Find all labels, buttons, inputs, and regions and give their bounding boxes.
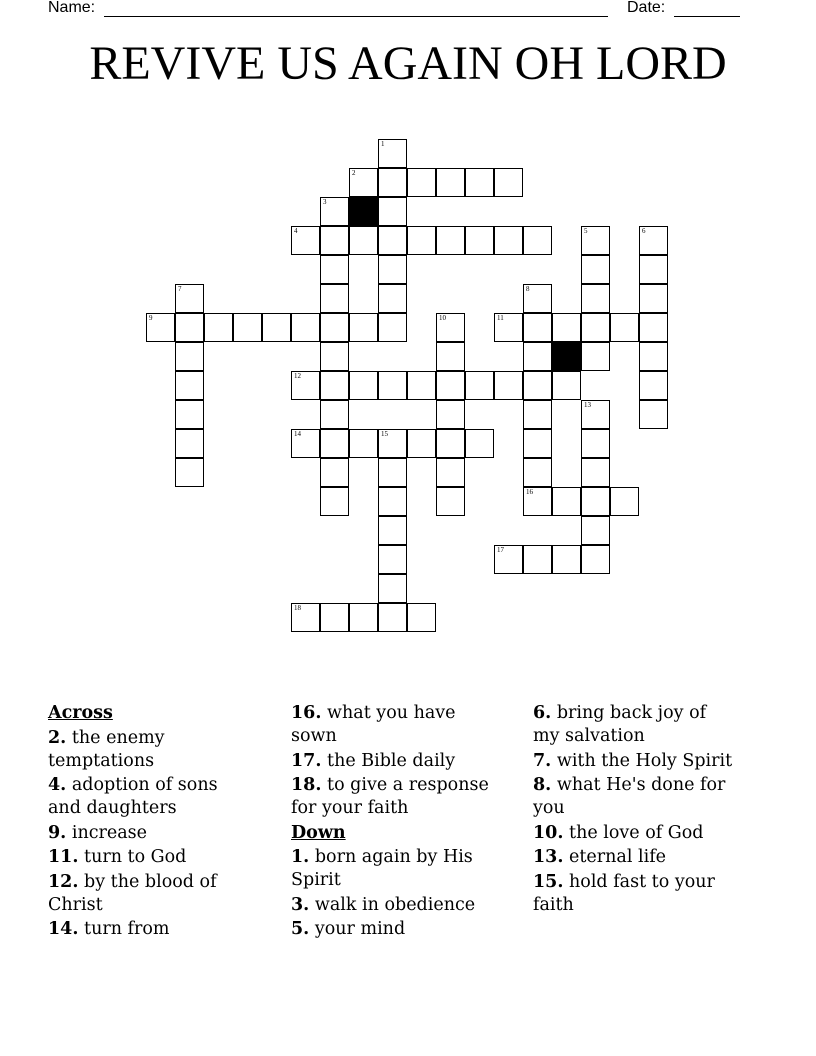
date-label: Date:	[627, 0, 666, 16]
crossword-cell[interactable]	[552, 371, 581, 400]
crossword-cell[interactable]	[204, 313, 233, 342]
crossword-cell[interactable]	[581, 516, 610, 545]
crossword-cell-3[interactable]	[320, 197, 349, 226]
crossword-cell[interactable]	[378, 197, 407, 226]
crossword-cell[interactable]	[494, 168, 523, 197]
crossword-cell[interactable]	[465, 371, 494, 400]
crossword-cell[interactable]	[581, 313, 610, 342]
crossword-cell[interactable]	[436, 400, 465, 429]
clue-number-label: 1	[381, 140, 385, 148]
crossword-cell[interactable]	[320, 458, 349, 487]
crossword-cell[interactable]	[349, 603, 378, 632]
crossword-cell[interactable]	[581, 255, 610, 284]
clue-down-8: 8. what He's done for you	[533, 775, 726, 818]
crossword-cell[interactable]	[320, 313, 349, 342]
crossword-cell[interactable]	[378, 574, 407, 603]
crossword-cell[interactable]	[581, 545, 610, 574]
crossword-cell[interactable]	[378, 545, 407, 574]
crossword-cell[interactable]	[175, 400, 204, 429]
page-title: REVIVE US AGAIN OH LORD	[89, 37, 727, 90]
clue-number-label: 14	[294, 430, 301, 438]
clue-number-label: 8	[526, 285, 530, 293]
crossword-cell[interactable]	[436, 342, 465, 371]
clues-column-1	[48, 702, 248, 943]
crossword-cell[interactable]	[320, 342, 349, 371]
crossword-cell[interactable]	[523, 545, 552, 574]
crossword-cell[interactable]	[407, 168, 436, 197]
clue-number-label: 17	[497, 546, 504, 554]
crossword-cell-13[interactable]	[581, 400, 610, 429]
crossword-cell[interactable]	[349, 313, 378, 342]
crossword-cell[interactable]	[610, 487, 639, 516]
crossword-cell-4[interactable]	[291, 226, 320, 255]
clue-down-5: 5. your mind	[291, 919, 406, 939]
crossword-cell[interactable]	[378, 226, 407, 255]
crossword-cell[interactable]	[581, 487, 610, 516]
crossword-cell[interactable]	[378, 255, 407, 284]
crossword-cell[interactable]	[378, 458, 407, 487]
crossword-cell[interactable]	[436, 458, 465, 487]
crossword-cell[interactable]	[378, 371, 407, 400]
crossword-cell[interactable]	[581, 458, 610, 487]
clue-down-1: 1. born again by His Spirit	[291, 847, 473, 890]
crossword-block	[552, 342, 581, 371]
crossword-cell[interactable]	[436, 371, 465, 400]
clue-across-9: 9. increase	[48, 822, 148, 843]
crossword-cell-1[interactable]	[378, 139, 407, 168]
clue-down-10: 10. the love of God	[533, 822, 704, 843]
crossword-cell[interactable]	[552, 487, 581, 516]
crossword-cell[interactable]	[523, 371, 552, 400]
crossword-cell[interactable]	[639, 342, 668, 371]
clue-across-14: 14. turn from	[48, 919, 170, 939]
clues-column-2	[291, 702, 491, 943]
crossword-cell[interactable]	[378, 313, 407, 342]
crossword-cell[interactable]	[581, 284, 610, 313]
crossword-cell[interactable]	[465, 168, 494, 197]
crossword-cell-2[interactable]	[349, 168, 378, 197]
crossword-cell-5[interactable]	[581, 226, 610, 255]
clue-across-12: 12. by the blood of Christ	[48, 871, 217, 915]
clue-across-16: 16. what you have sown	[291, 703, 456, 746]
crossword-cell-10[interactable]	[436, 313, 465, 342]
crossword-cell[interactable]	[581, 342, 610, 371]
clue-number-label: 7	[178, 285, 182, 293]
crossword-cell[interactable]	[175, 371, 204, 400]
crossword-cell[interactable]	[436, 487, 465, 516]
crossword-cell[interactable]	[523, 429, 552, 458]
clue-number-label: 4	[294, 227, 298, 235]
crossword-cell[interactable]	[175, 313, 204, 342]
crossword-cell[interactable]	[523, 226, 552, 255]
crossword-cell[interactable]	[523, 342, 552, 371]
clue-number-label: 13	[584, 401, 591, 409]
crossword-cell[interactable]	[639, 371, 668, 400]
clue-across-4: 4. adoption of sons and daughters	[48, 775, 218, 818]
crossword-cell[interactable]	[523, 458, 552, 487]
crossword-cell[interactable]	[552, 545, 581, 574]
crossword-cell[interactable]	[320, 400, 349, 429]
crossword-cell-8[interactable]	[523, 284, 552, 313]
crossword-cell[interactable]	[175, 458, 204, 487]
crossword-cell[interactable]	[407, 226, 436, 255]
crossword-cell[interactable]	[320, 487, 349, 516]
crossword-cell[interactable]	[320, 255, 349, 284]
crossword-cell[interactable]	[407, 371, 436, 400]
crossword-cell[interactable]	[320, 429, 349, 458]
crossword-cell[interactable]	[407, 603, 436, 632]
crossword-cell[interactable]	[552, 313, 581, 342]
clue-down-6: 6. bring back joy of my salvation	[533, 703, 707, 746]
clue-number-label: 12	[294, 372, 301, 380]
crossword-cell[interactable]	[233, 313, 262, 342]
crossword-cell[interactable]	[262, 313, 291, 342]
crossword-cell-18[interactable]	[291, 603, 320, 632]
name-label: Name:	[48, 0, 96, 16]
clue-number-label: 2	[352, 169, 356, 177]
clue-down-7: 7. with the Holy Spirit	[533, 750, 733, 771]
crossword-cell[interactable]	[320, 371, 349, 400]
crossword-cell[interactable]	[436, 226, 465, 255]
clue-number-label: 11	[497, 314, 504, 322]
crossword-cell[interactable]	[378, 487, 407, 516]
crossword-cell[interactable]	[436, 168, 465, 197]
crossword-cell[interactable]	[523, 313, 552, 342]
crossword-cell[interactable]	[639, 313, 668, 342]
clue-number-label: 6	[642, 227, 646, 235]
crossword-cell[interactable]	[291, 313, 320, 342]
crossword-cell-17[interactable]	[494, 545, 523, 574]
crossword-block	[349, 197, 378, 226]
crossword-cell[interactable]	[175, 429, 204, 458]
clue-number-label: 15	[381, 430, 388, 438]
crossword-cell-6[interactable]	[639, 226, 668, 255]
crossword-cell[interactable]	[610, 313, 639, 342]
clue-down-15: 15. hold fast to your faith	[533, 871, 715, 915]
clue-number-label: 18	[294, 604, 301, 612]
crossword-cell[interactable]	[494, 371, 523, 400]
clue-number-label: 16	[526, 488, 533, 496]
crossword-cell[interactable]	[494, 226, 523, 255]
crossword-cell[interactable]	[639, 255, 668, 284]
crossword-cell[interactable]	[378, 284, 407, 313]
crossword-cell-15[interactable]	[378, 429, 407, 458]
crossword-cell-11[interactable]	[494, 313, 523, 342]
clue-down-13: 13. eternal life	[533, 847, 667, 867]
clue-number-label: 5	[584, 227, 588, 235]
across-heading: Across	[48, 703, 113, 723]
crossword-cell[interactable]	[320, 603, 349, 632]
crossword-cell[interactable]	[407, 429, 436, 458]
clue-across-17: 17. the Bible daily	[291, 750, 456, 771]
crossword-cell-7[interactable]	[175, 284, 204, 313]
clues-column-3	[533, 702, 733, 918]
crossword-cell[interactable]	[639, 284, 668, 313]
clue-across-18: 18. to give a response for your faith	[291, 775, 489, 818]
crossword-cell[interactable]	[378, 516, 407, 545]
crossword-cell[interactable]	[523, 400, 552, 429]
clue-across-11: 11. turn to God	[48, 847, 187, 867]
crossword-cell[interactable]	[349, 429, 378, 458]
crossword-cell-12[interactable]	[291, 371, 320, 400]
crossword-cell[interactable]	[465, 226, 494, 255]
clue-down-3: 3. walk in obedience	[291, 894, 476, 915]
clue-across-2: 2. the enemy temptations	[48, 727, 165, 771]
crossword-cell[interactable]	[320, 284, 349, 313]
clue-number-label: 9	[149, 314, 153, 322]
crossword-cell[interactable]	[378, 168, 407, 197]
crossword-cell-14[interactable]	[291, 429, 320, 458]
down-heading: Down	[291, 822, 346, 843]
crossword-cell[interactable]	[639, 400, 668, 429]
crossword-cell[interactable]	[436, 429, 465, 458]
crossword-cell-9[interactable]	[146, 313, 175, 342]
crossword-cell[interactable]	[378, 603, 407, 632]
crossword-cell[interactable]	[320, 226, 349, 255]
crossword-cell[interactable]	[175, 342, 204, 371]
clue-number-label: 3	[323, 198, 327, 206]
crossword-cell-16[interactable]	[523, 487, 552, 516]
clue-number-label: 10	[439, 314, 446, 322]
crossword-cell[interactable]	[349, 226, 378, 255]
crossword-cell[interactable]	[349, 371, 378, 400]
crossword-cell[interactable]	[465, 429, 494, 458]
crossword-cell[interactable]	[581, 429, 610, 458]
